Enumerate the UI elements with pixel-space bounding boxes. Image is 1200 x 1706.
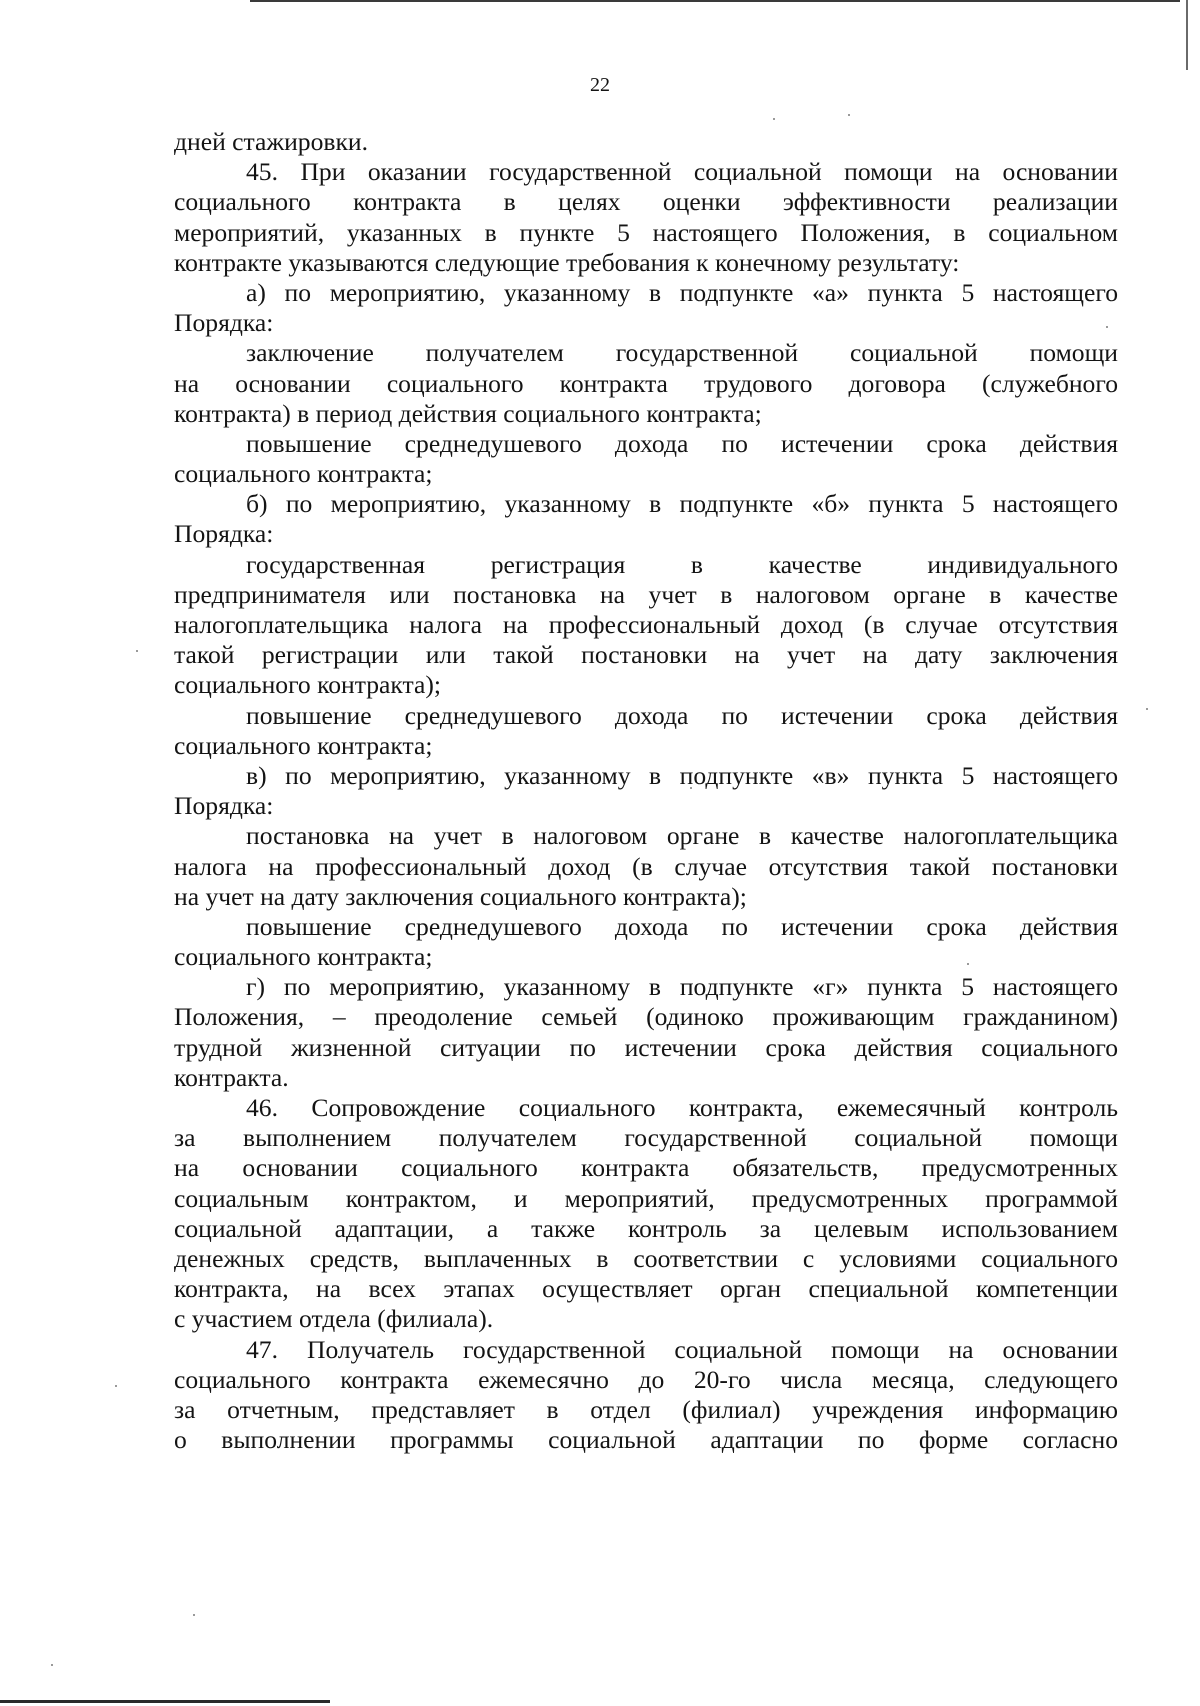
text-line: налога на профессиональный доход (в случае отсутствия такой постановки <box>174 851 1118 881</box>
text-line: социального контракта ежемесячно до 20-го числа месяца, следующего <box>174 1364 1118 1394</box>
scan-speck <box>136 650 138 652</box>
text-line: контракта, на всех этапах осуществляет орган специальной компетенции <box>174 1274 1118 1304</box>
text-line: заключение получателем государственной социальной помощи <box>246 338 1118 368</box>
scan-speck <box>848 114 850 116</box>
text-line: г) по мероприятию, указанному в подпункте «г» пункта 5 настоящего <box>246 972 1118 1002</box>
text-line: контракте указываются следующие требования к конечному результату: <box>174 247 960 277</box>
scan-edge-right <box>1186 0 1188 70</box>
scan-edge-bottom <box>0 1700 330 1703</box>
text-line: о выполнении программы социальной адаптации по форме согласно <box>174 1425 1118 1455</box>
text-line: с участием отдела (филиала). <box>174 1304 494 1334</box>
scan-speck <box>115 1385 117 1387</box>
text-line: Порядка: <box>174 791 274 821</box>
scan-edge-top <box>250 0 1180 2</box>
text-line: в) по мероприятию, указанному в подпункте «в» пункта 5 настоящего <box>246 760 1118 790</box>
text-line: социального контракта; <box>174 730 433 760</box>
text-line: социального контракта); <box>174 670 441 700</box>
text-line: мероприятий, указанных в пункте 5 настоящего Положения, в социальном <box>174 217 1118 247</box>
text-line: налогоплательщика налога на профессиональный доход (в случае отсутствия <box>174 610 1118 639</box>
text-line: государственная регистрация в качестве индивидуального <box>246 549 1118 579</box>
text-line: такой регистрации или такой постановки на учет на дату заключения <box>174 640 1118 670</box>
text-line: социального контракта; <box>174 942 433 972</box>
text-line: повышение среднедушевого дохода по истечении срока действия <box>246 700 1118 730</box>
text-line: социальной адаптации, а также контроль за целевым использованием <box>174 1213 1118 1243</box>
text-line: на основании социального контракта обязательств, предусмотренных <box>174 1153 1118 1183</box>
text-line: контракта. <box>174 1062 289 1092</box>
text-line: контракта) в период действия социального контракта; <box>174 398 762 428</box>
text-line: дней стажировки. <box>174 127 368 156</box>
text-line: социального контракта; <box>174 459 433 489</box>
text-line: а) по мероприятию, указанному в подпункте «а» пункта 5 настоящего <box>246 277 1118 307</box>
text-line: на основании социального контракта трудового договора (служебного <box>174 368 1118 398</box>
text-line: предпринимателя или постановка на учет в налоговом органе в качестве <box>174 579 1118 609</box>
text-line: повышение среднедушевого дохода по истечении срока действия <box>246 911 1118 941</box>
document-body <box>174 127 1118 1455</box>
text-line: 47. Получатель государственной социальной помощи на основании <box>246 1334 1118 1364</box>
text-line: за выполнением получателем государственной социальной помощи <box>174 1123 1118 1153</box>
page-number: 22 <box>590 74 610 96</box>
text-line: за отчетным, представляет в отдел (филиал) учреждения информацию <box>174 1394 1118 1424</box>
scan-speck <box>193 1614 195 1616</box>
text-line: б) по мероприятию, указанному в подпункте «б» пункта 5 настоящего <box>246 489 1118 519</box>
text-line: постановка на учет в налоговом органе в качестве налогоплательщика <box>246 821 1118 851</box>
text-line: денежных средств, выплаченных в соответствии с условиями социального <box>174 1243 1118 1273</box>
text-line: на учет на дату заключения социального контракта); <box>174 881 747 911</box>
scan-speck <box>773 118 775 120</box>
scan-speck <box>51 1664 53 1666</box>
text-line: Положения, – преодоление семьей (одиноко проживающим гражданином) <box>174 1002 1118 1032</box>
text-line: 45. При оказании государственной социальной помощи на основании <box>246 157 1118 187</box>
text-line: социального контракта в целях оценки эффективности реализации <box>174 187 1118 217</box>
text-line: Порядка: <box>174 519 274 549</box>
text-line: повышение среднедушевого дохода по истечении срока действия <box>246 428 1118 458</box>
text-line: трудной жизненной ситуации по истечении срока действия социального <box>174 1032 1118 1062</box>
text-line: 46. Сопровождение социального контракта, ежемесячный контроль <box>246 1093 1118 1122</box>
text-line: социальным контрактом, и мероприятий, предусмотренных программой <box>174 1183 1118 1213</box>
scan-speck <box>1146 708 1148 710</box>
text-line: Порядка: <box>174 308 274 338</box>
